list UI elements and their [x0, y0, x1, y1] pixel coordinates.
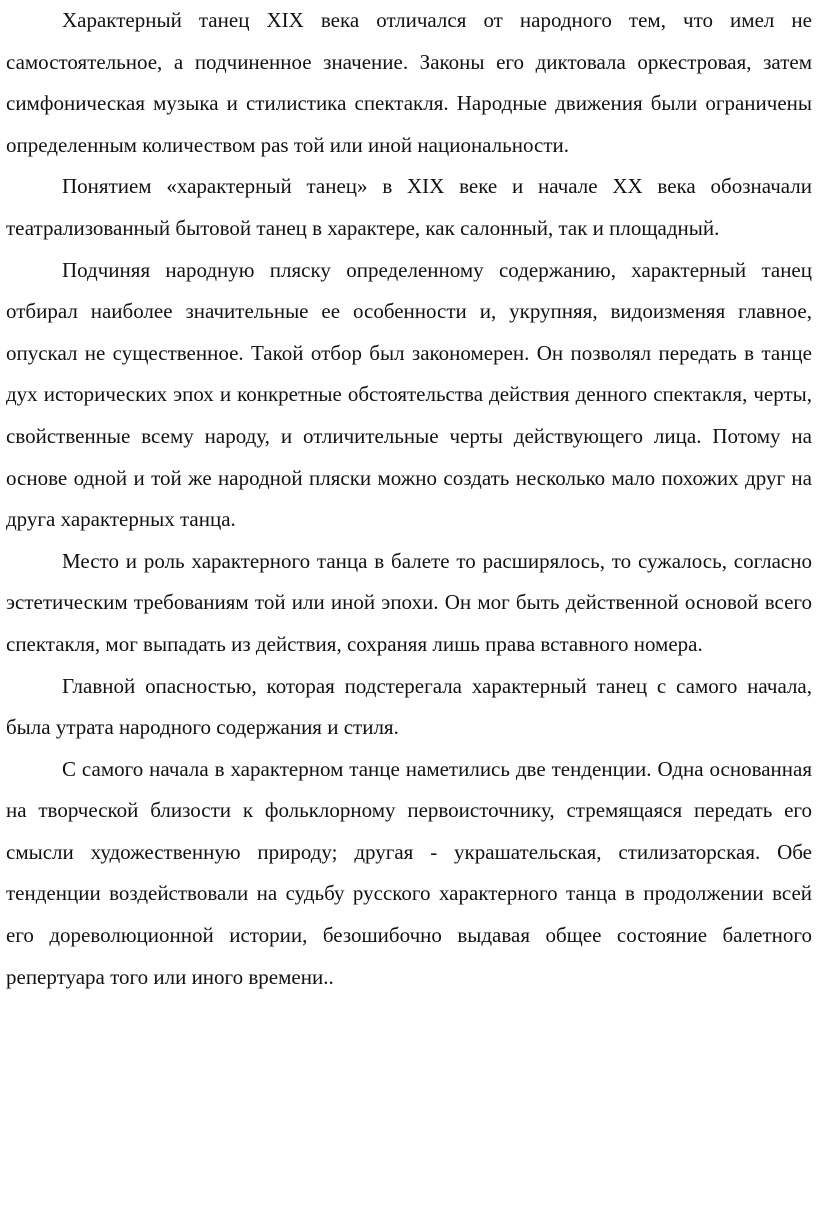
paragraph: Главной опасностью, которая подстерегала характерный танец с самого начала, была утрата народного содержания и стиля. — [6, 673, 812, 740]
document-page — [6, 0, 812, 998]
paragraph: Понятием «характерный танец» в XIX веке и начале XX века обозначали театрализованный бытовой танец в характере, как салонный, так и площадный. — [6, 174, 812, 240]
paragraph: Подчиняя народную пляску определенному содержанию, характерный танец отбирал наиболее значительные ее особенности и, укрупняя, видоизменяя главное, опускал не существенное. Такой отбор был закономерен. Он позволял передать в танце дух исторических эпох и конкретные обстоятельства действия денного спектакля, черты, свойственные всему народу, и отличительные черты действующего лица. Потому на основе одной и той же народной пляски можно создать несколько мало похожих друг на друга характерных танца. — [6, 257, 812, 532]
paragraph: Место и роль характерного танца в балете то расширялось, то сужалось, согласно эстетическим требованиям той или иной эпохи. Он мог быть действенной основой всего спектакля, мог выпадать из действия, сохраняя лишь права вставного номера. — [6, 548, 812, 656]
paragraph: Характерный танец XIX века отличался от народного тем, что имел не самостоятельное, а подчиненное значение. Законы его диктовала оркестровая, затем симфоническая музыка и стилистика спектакля. Народные движения были ограничены определенным количеством pas той или иной национальности. — [6, 8, 812, 157]
paragraph: С самого начала в характерном танце наметились две тенденции. Одна основанная на творческой близости к фольклорному первоисточнику, стремящаяся передать его смысли художественную природу; другая - украшательская, стилизаторская. Обе тенденции воздействовали на судьбу русского характерного танца в продолжении всей его дореволюционной истории, безошибочно выдавая общее состояние балетного репертуара того или иного времени.. — [6, 756, 812, 989]
